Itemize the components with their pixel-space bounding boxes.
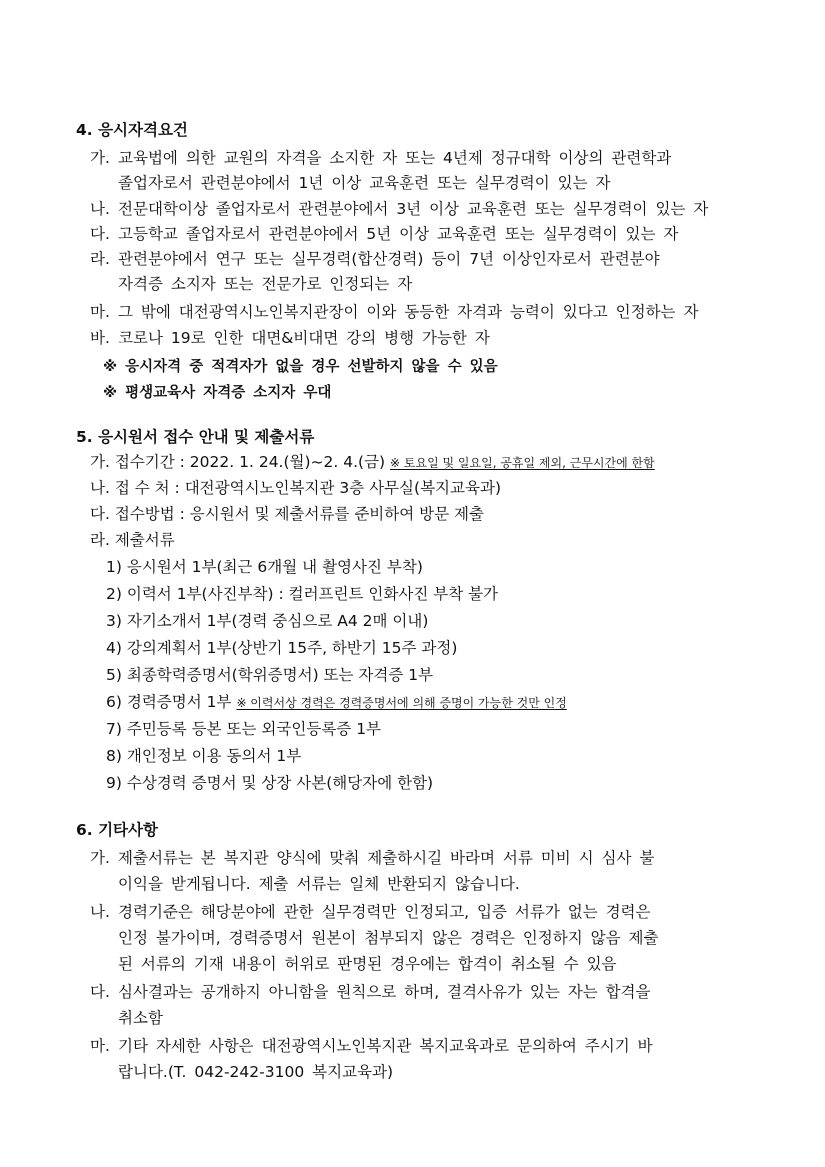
s5-doc-item bbox=[106, 773, 433, 793]
s6-item-ma-line2: 랍니다.(T. 042-242-3100 복지교육과) bbox=[118, 1063, 394, 1081]
s5-doc-num: 3) bbox=[106, 612, 122, 630]
s6-item-na-line2: 인정 불가이며, 경력증명서 원본이 첨부되지 않은 경력은 인정하지 않음 제출 bbox=[118, 929, 659, 947]
s6-item-ga-line1: 제출서류는 본 복지관 양식에 맞춰 제출하시길 바라며 서류 미비 시 심사 불 bbox=[118, 849, 655, 867]
s5-period-text: 접수기간 : 2022. 1. 24.(월)~2. 4.(금) bbox=[114, 453, 386, 471]
s6-item-na-line1: 경력기준은 해당분야에 관한 실무경력만 인정되고, 입증 서류가 없는 경력은 bbox=[118, 903, 651, 921]
s4-item-ra-marker: 라. bbox=[90, 250, 110, 268]
s6-item-ga-marker: 가. bbox=[90, 849, 110, 867]
s4-item-ga-line2: 졸업자로서 관련분야에서 1년 이상 교육훈련 또는 실무경력이 있는 자 bbox=[118, 174, 611, 192]
s5-doc-text: 주민등록 등본 또는 외국인등록증 1부 bbox=[126, 720, 382, 738]
s5-doc-num: 9) bbox=[106, 774, 122, 792]
s6-item-na-line3: 된 서류의 기재 내용이 허위로 판명된 경우에는 합격이 취소될 수 있음 bbox=[118, 955, 617, 973]
s4-item-ga-line1: 교육법에 의한 교원의 자격을 소지한 자 또는 4년제 정규대학 이상의 관련학과 bbox=[118, 149, 672, 167]
s4-item-ba-marker: 바. bbox=[90, 329, 110, 347]
s5-docs-heading-text: 제출서류 bbox=[114, 531, 175, 549]
s4-item-da-marker: 다. bbox=[90, 225, 110, 243]
s5-place-row bbox=[90, 478, 501, 498]
s6-item-da-line2: 취소함 bbox=[118, 1009, 163, 1027]
s4-item-ga-marker: 가. bbox=[90, 149, 110, 167]
s5-doc-num: 1) bbox=[106, 558, 122, 576]
s5-period-marker: 가. bbox=[90, 453, 110, 471]
s6-item-ga-line2: 이익을 받게됩니다. 제출 서류는 일체 반환되지 않습니다. bbox=[118, 875, 520, 893]
s5-period-note: ※ 토요일 및 일요일, 공휴일 제외, 근무시간에 한함 bbox=[390, 456, 655, 470]
s5-method-text: 접수방법 : 응시원서 및 제출서류를 준비하여 방문 제출 bbox=[114, 505, 484, 523]
s4-note-1: ※ 응시자격 중 적격자가 없을 경우 선발하지 않을 수 있음 bbox=[103, 359, 498, 375]
s4-item-ma-marker: 마. bbox=[90, 303, 110, 321]
s6-item-na-marker: 나. bbox=[90, 903, 110, 921]
s5-doc-text: 응시원서 1부(최근 6개월 내 촬영사진 부착) bbox=[126, 558, 423, 576]
s4-item-da-line1: 고등학교 졸업자로서 관련분야에서 5년 이상 교육훈련 또는 실무경력이 있는 자 bbox=[118, 225, 679, 243]
s5-period-row bbox=[90, 452, 655, 473]
s5-doc-item bbox=[106, 692, 567, 713]
s5-doc-item bbox=[106, 719, 381, 739]
s4-item-ra-line2: 자격증 소지자 또는 전문가로 인정되는 자 bbox=[118, 275, 413, 293]
s4-item-ba-line1: 코로나 19로 인한 대면&비대면 강의 병행 가능한 자 bbox=[118, 329, 490, 347]
s5-docs-marker: 라. bbox=[90, 531, 110, 549]
s5-place-marker: 나. bbox=[90, 479, 110, 497]
s5-place-text: 접 수 처 : 대전광역시노인복지관 3층 사무실(복지교육과) bbox=[114, 479, 501, 497]
s5-doc-text: 자기소개서 1부(경력 중심으로 A4 2매 이내) bbox=[126, 612, 429, 630]
s4-item-na-marker: 나. bbox=[90, 200, 110, 218]
s5-doc-text: 강의계획서 1부(상반기 15주, 하반기 15주 과정) bbox=[126, 639, 458, 657]
s5-doc-item bbox=[106, 638, 457, 658]
s5-doc-item bbox=[106, 746, 301, 766]
s6-item-ma-line1: 기타 자세한 사항은 대전광역시노인복지관 복지교육과로 문의하여 주시기 바 bbox=[118, 1037, 653, 1055]
s5-doc-text: 개인정보 이용 동의서 1부 bbox=[126, 747, 302, 765]
s5-doc-item bbox=[106, 665, 433, 685]
s6-item-da-line1: 심사결과는 공개하지 아니함을 원칙으로 하며, 결격사유가 있는 자는 합격을 bbox=[118, 983, 651, 1001]
s5-doc-text: 최종학력증명서(학위증명서) 또는 자격증 1부 bbox=[126, 666, 434, 684]
s4-item-ma-line1: 그 밖에 대전광역시노인복지관장이 이와 동등한 자격과 능력이 있다고 인정하는 자 bbox=[118, 303, 699, 321]
section-6-title: 6. 기타사항 bbox=[76, 821, 158, 839]
s5-doc-item bbox=[106, 584, 498, 604]
s5-doc-item bbox=[106, 611, 428, 631]
s6-item-da-marker: 다. bbox=[90, 983, 110, 1001]
s5-doc-num: 7) bbox=[106, 720, 122, 738]
s5-method-marker: 다. bbox=[90, 505, 110, 523]
s5-doc-text: 수상경력 증명서 및 상장 사본(해당자에 한함) bbox=[126, 774, 434, 792]
s5-doc-note: ※ 이력서상 경력은 경력증명서에 의해 증명이 가능한 것만 인정 bbox=[236, 696, 567, 710]
section-4-title: 4. 응시자격요건 bbox=[76, 121, 188, 139]
section-5-title: 5. 응시원서 접수 안내 및 제출서류 bbox=[76, 428, 315, 446]
s5-doc-num: 4) bbox=[106, 639, 122, 657]
s6-item-ma-marker: 마. bbox=[90, 1037, 110, 1055]
s5-doc-text: 이력서 1부(사진부착) : 컬러프린트 인화사진 부착 불가 bbox=[126, 585, 499, 603]
s5-doc-num: 5) bbox=[106, 666, 122, 684]
s4-note-2: ※ 평생교육사 자격증 소지자 우대 bbox=[103, 385, 332, 401]
s5-doc-num: 6) bbox=[106, 693, 122, 711]
s5-doc-num: 8) bbox=[106, 747, 122, 765]
s5-doc-item bbox=[106, 557, 423, 577]
s5-doc-num: 2) bbox=[106, 585, 122, 603]
s5-docs-heading bbox=[90, 530, 175, 550]
s4-item-na-line1: 전문대학이상 졸업자로서 관련분야에서 3년 이상 교육훈련 또는 실무경력이 있는 자 bbox=[118, 200, 709, 218]
s5-doc-text: 경력증명서 1부 bbox=[126, 693, 232, 711]
s5-method-row bbox=[90, 504, 484, 524]
s4-item-ra-line1: 관련분야에서 연구 또는 실무경력(합산경력) 등이 7년 이상인자로서 관련분야 bbox=[118, 250, 660, 268]
